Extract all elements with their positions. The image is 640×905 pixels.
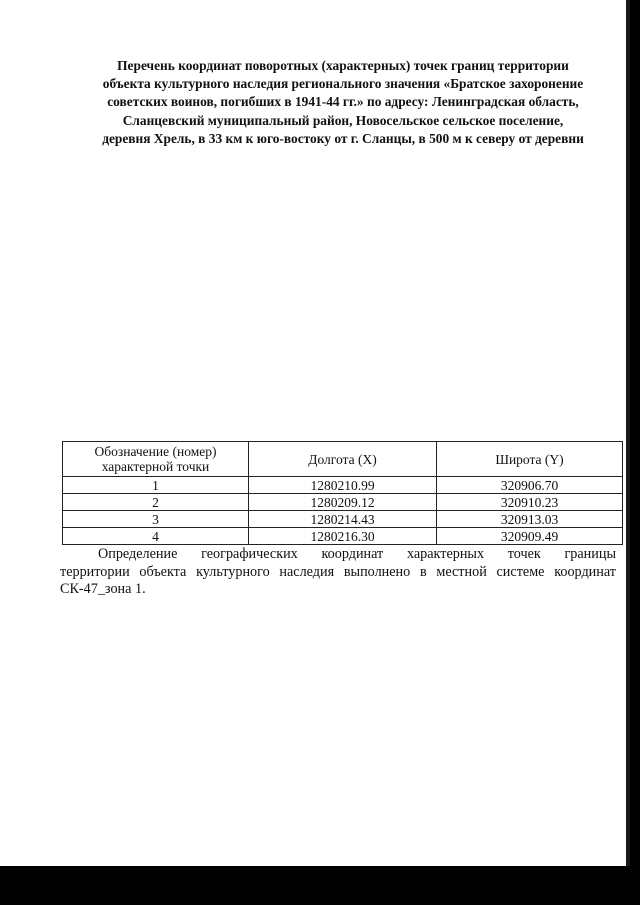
note-line-3: СК-47_зона 1. — [60, 581, 146, 598]
point-header-line-2: характерной точки — [101, 459, 210, 474]
title-line-5: деревня Хрель, в 33 км к юго-востоку от г. Сланцы, в 500 м к северу от деревни — [102, 130, 584, 146]
longitude-cell: 1280214.43 — [249, 511, 437, 528]
title-line-2: объекта культурного наследия регионального значения «Братское захоронение — [102, 76, 584, 92]
title-line-4: Сланцевский муниципальный район, Новосельское сельское поселение, — [122, 112, 564, 128]
table-row — [63, 494, 623, 511]
title-line-1: Перечень координат поворотных (характерных) точек границ территории — [117, 58, 569, 73]
document-title — [58, 57, 628, 148]
table-row — [63, 477, 623, 494]
point-number-cell: 3 — [63, 511, 249, 528]
latitude-cell: 320913.03 — [437, 511, 623, 528]
point-number-cell: 2 — [63, 494, 249, 511]
longitude-cell: 1280209.12 — [249, 494, 437, 511]
coordinates-table — [62, 441, 623, 545]
latitude-column-header: Широта (Y) — [437, 442, 623, 477]
point-number-cell: 4 — [63, 528, 249, 545]
scan-edge-right — [630, 0, 640, 905]
table-row — [63, 511, 623, 528]
latitude-cell: 320910.23 — [437, 494, 623, 511]
scan-edge-bottom — [0, 866, 640, 905]
coordinate-system-note — [60, 546, 616, 599]
latitude-cell: 320909.49 — [437, 528, 623, 545]
table-row — [63, 528, 623, 545]
title-line-3: советских воинов, погибших в 1941-44 гг.» по адресу: Ленинградская область, — [107, 94, 579, 110]
note-line-2: территории объекта культурного наследия выполнено в местной системе координат — [60, 563, 616, 580]
point-header-line-1: Обозначение (номер) — [94, 444, 217, 459]
longitude-cell: 1280210.99 — [249, 477, 437, 494]
longitude-cell: 1280216.30 — [249, 528, 437, 545]
point-column-header — [63, 442, 249, 477]
note-line-1: Определение географических координат характерных точек границы — [98, 546, 616, 562]
point-number-cell: 1 — [63, 477, 249, 494]
table-header-row — [63, 442, 623, 477]
longitude-column-header: Долгота (X) — [249, 442, 437, 477]
latitude-cell: 320906.70 — [437, 477, 623, 494]
